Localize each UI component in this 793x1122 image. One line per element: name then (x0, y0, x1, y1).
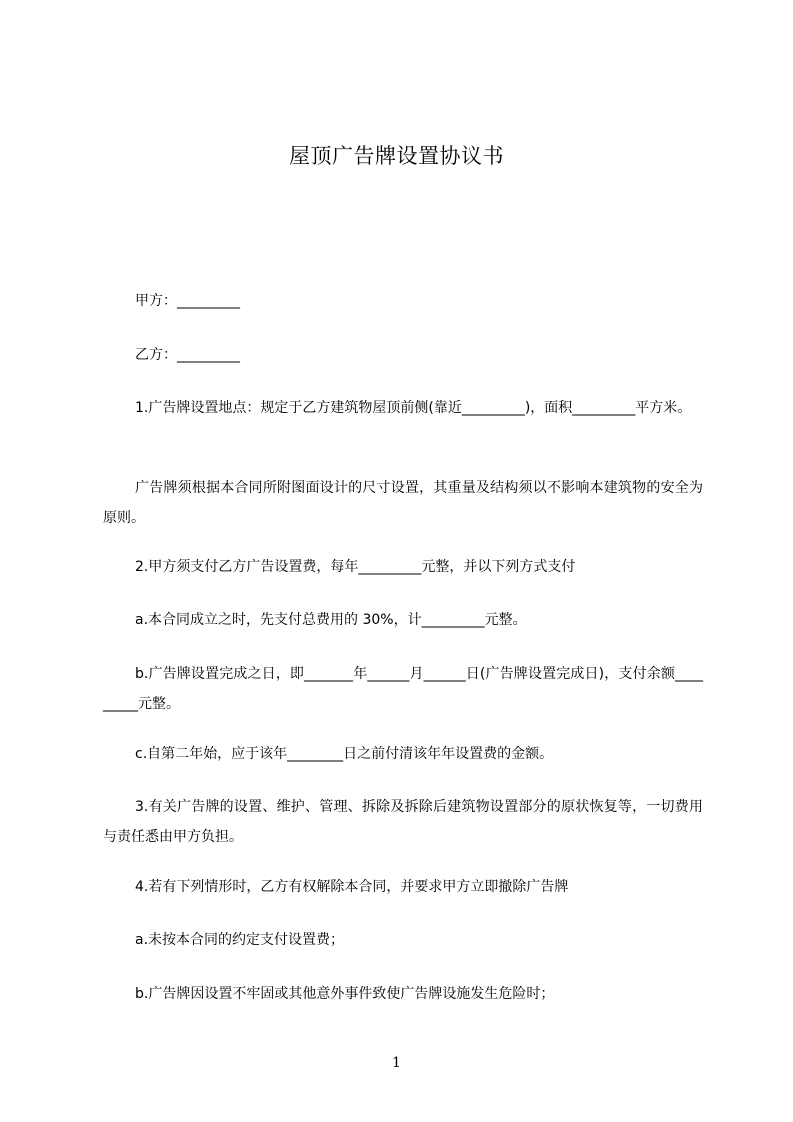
clause-4-termination: 4.若有下列情形时，乙方有权解除本合同，并要求甲方立即撤除广告牌 (135, 879, 569, 895)
party-b-line: 乙方：_________ (135, 347, 240, 363)
clause-4a: a.未按本合同的约定支付设置费； (135, 932, 345, 948)
party-a-line: 甲方：_________ (135, 293, 240, 309)
page-number: 1 (392, 1055, 401, 1071)
clause-2a: a.本合同成立之时，先支付总费用的 30%，计_________元整。 (135, 612, 527, 628)
clause-4b: b.广告牌因设置不牢固或其他意外事件致使广告牌设施发生危险时； (135, 986, 555, 1002)
clause-1-location: 1.广告牌设置地点：规定于乙方建筑物屋顶前侧(靠近_________)，面积_________平方米。 (135, 400, 692, 416)
clause-2-fee: 2.甲方须支付乙方广告设置费，每年_________元整，并以下列方式支付 (135, 559, 576, 575)
clause-3-costs: 3.有关广告牌的设置、维护、管理、拆除及拆除后建筑物设置部分的原状恢复等，一切费用与责任悉由甲方负担。 (103, 799, 703, 845)
clause-1-design: 广告牌须根据本合同所附图面设计的尺寸设置，其重量及结构须以不影响本建筑物的安全为原则。 (103, 480, 703, 526)
document-title: 屋顶广告牌设置协议书 (289, 144, 504, 168)
clause-2b: b.广告牌设置完成之日，即_______年______月______日(广告牌设置完成日)，支付余额_________元整。 (103, 666, 703, 712)
clause-2c: c.自第二年始，应于该年________日之前付清该年年设置费的金额。 (135, 746, 554, 762)
